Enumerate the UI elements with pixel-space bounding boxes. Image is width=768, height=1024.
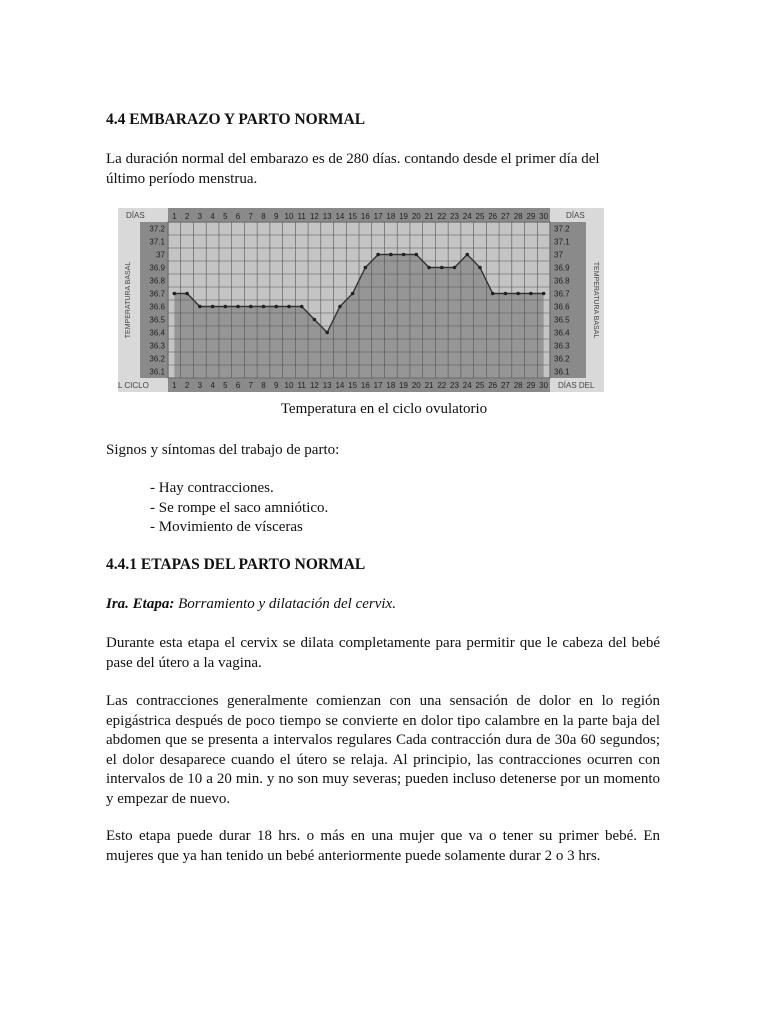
data-point [415, 253, 419, 257]
bottom-day-label: 10 [284, 381, 294, 390]
data-point [491, 292, 495, 296]
bottom-day-label: 27 [500, 381, 510, 390]
top-left-label: DÍAS [126, 211, 145, 220]
right-temp-label: 36.2 [554, 354, 570, 364]
data-point [262, 305, 266, 309]
bottom-day-label: 26 [488, 381, 498, 390]
top-day-label: 13 [322, 212, 332, 221]
intro-line-1: La duración normal del embarazo es de 280 días. contando desde el primer día del [106, 151, 600, 167]
left-temp-label: 36.9 [149, 263, 165, 273]
list-item: - Movimiento de vísceras [150, 519, 303, 535]
paragraph-3: Esto etapa puede durar 18 hrs. o más en una mujer que va o tener su primer bebé. En mujeres que ya han tenido un bebé anteriormente puede solamente durar 2 o 3 hrs. [106, 828, 660, 864]
right-temp-label: 37.1 [554, 237, 570, 247]
data-point [313, 318, 317, 322]
top-day-label: 21 [424, 212, 434, 221]
data-point [351, 292, 355, 296]
top-day-label: 5 [223, 212, 228, 221]
top-day-label: 4 [210, 212, 215, 221]
bottom-day-label: 11 [297, 381, 306, 390]
left-temp-label: 36.4 [149, 328, 165, 338]
top-day-label: 30 [539, 212, 549, 221]
list-item: - Hay contracciones. [150, 480, 274, 496]
top-day-label: 15 [348, 212, 358, 221]
right-temp-label: 36.4 [554, 328, 570, 338]
data-point [427, 266, 431, 270]
top-day-label: 10 [284, 212, 294, 221]
left-temp-label: 36.5 [149, 315, 165, 325]
top-day-label: 16 [360, 212, 370, 221]
stage-label: Ira. Etapa: [106, 596, 175, 612]
paragraph-2: Las contracciones generalmente comienzan con una sensación de dolor en lo región epigástrica después de poco tiempo se convierte en dolor tipo calambre en la parte baja del abdomen que se presenta a intervalos regulares Cada contracción dura de 30a 60 segundos; el dolor desaparece cuando el útero se relaja. Al principio, las contracciones ocurren con intervalos de 10 a 20 min. y no son muy severas; pueden incluso detenerse por un momento y empezar de nuevo. [106, 693, 660, 807]
data-point [364, 266, 368, 270]
right-temp-label: 36.1 [554, 367, 570, 377]
bottom-day-label: 7 [248, 381, 253, 390]
data-point [224, 305, 228, 309]
bottom-day-label: 3 [197, 381, 203, 390]
top-day-label: 3 [197, 212, 203, 221]
data-point [185, 292, 189, 296]
intro-paragraph [106, 150, 600, 189]
bottom-day-label: 18 [386, 381, 396, 390]
signs-title: Signos y síntomas del trabajo de parto: [106, 442, 340, 458]
bottom-day-label: 29 [526, 381, 536, 390]
top-day-label: 18 [386, 212, 396, 221]
bottom-day-label: 13 [322, 381, 332, 390]
data-point [504, 292, 508, 296]
data-point [542, 292, 546, 296]
top-day-label: 7 [248, 212, 253, 221]
top-day-label: 14 [335, 212, 345, 221]
right-temp-label: 36.7 [554, 289, 570, 299]
right-temp-label: 36.9 [554, 263, 570, 273]
stage-description: Borramiento y dilatación del cervix. [178, 596, 396, 612]
left-temp-label: 37.1 [149, 237, 165, 247]
bottom-day-label: 30 [539, 381, 549, 390]
data-point [325, 331, 329, 335]
bottom-day-label: 5 [223, 381, 228, 390]
data-point [376, 253, 380, 257]
right-temp-label: 36.8 [554, 276, 570, 286]
left-axis-label: TEMPERATURA BASAL [125, 261, 132, 339]
signs-list [150, 479, 328, 538]
left-temp-label: 37.2 [149, 224, 165, 234]
temperature-chart [118, 208, 604, 392]
top-day-label: 11 [297, 212, 306, 221]
left-temp-label: 36.6 [149, 302, 165, 312]
data-point [211, 305, 215, 309]
left-temp-label: 36.2 [149, 354, 165, 364]
data-point [236, 305, 240, 309]
top-day-label: 12 [309, 212, 319, 221]
bottom-day-label: 28 [513, 381, 523, 390]
bottom-day-label: 22 [437, 381, 447, 390]
top-day-label: 17 [373, 212, 383, 221]
top-day-label: 19 [399, 212, 409, 221]
data-point [198, 305, 202, 309]
bottom-day-label: 8 [261, 381, 266, 390]
data-point [516, 292, 520, 296]
right-temp-label: 36.5 [554, 315, 570, 325]
right-temp-label: 36.6 [554, 302, 570, 312]
data-point [249, 305, 253, 309]
data-point [389, 253, 393, 257]
right-temp-label: 36.3 [554, 341, 570, 351]
top-day-label: 2 [184, 212, 190, 221]
right-axis-label: TEMPERATURA BASAL [592, 261, 599, 339]
data-point [529, 292, 533, 296]
data-point [402, 253, 406, 257]
bottom-day-label: 24 [462, 381, 472, 390]
bottom-day-label: 14 [335, 381, 345, 390]
list-item: - Se rompe el saco amniótico. [150, 499, 329, 516]
intro-line-2: último período menstrua. [106, 170, 258, 187]
bottom-day-label: 2 [184, 381, 190, 390]
bottom-day-label: 4 [210, 381, 215, 390]
left-temp-label: 36.8 [149, 276, 165, 286]
left-temp-label: 37 [156, 250, 165, 260]
paragraph-1: Durante esta etapa el cervix se dilata completamente para permitir que le cabeza del bebé pase del útero a la vagina. [106, 635, 660, 671]
top-day-label: 22 [437, 212, 447, 221]
bottom-day-label: 17 [373, 381, 383, 390]
bottom-day-label: 20 [411, 381, 421, 390]
top-right-label: DÍAS [566, 211, 585, 220]
data-point [338, 305, 342, 309]
bottom-day-label: 19 [399, 381, 409, 390]
bottom-day-label: 16 [360, 381, 370, 390]
data-point [440, 266, 444, 270]
subsection-heading: 4.4.1 ETAPAS DEL PARTO NORMAL [106, 556, 366, 573]
data-point [274, 305, 278, 309]
bottom-day-label: 15 [348, 381, 358, 390]
left-temp-label: 36.1 [149, 367, 165, 377]
left-temp-label: 36.7 [149, 289, 165, 299]
data-point [173, 292, 177, 296]
data-point [300, 305, 304, 309]
bottom-day-label: 6 [235, 381, 241, 390]
stage-line [106, 595, 396, 615]
top-day-label: 25 [475, 212, 485, 221]
top-day-label: 9 [274, 212, 279, 221]
top-day-label: 8 [261, 212, 266, 221]
bottom-day-label: 21 [424, 381, 434, 390]
bottom-day-label: 12 [309, 381, 319, 390]
top-day-label: 28 [513, 212, 523, 221]
bottom-day-label: 1 [172, 381, 177, 390]
right-temp-label: 37.2 [554, 224, 570, 234]
top-day-label: 27 [500, 212, 510, 221]
figure-caption: Temperatura en el ciclo ovulatorio [280, 401, 488, 417]
top-day-label: 20 [411, 212, 421, 221]
top-day-label: 26 [488, 212, 498, 221]
top-day-label: 23 [450, 212, 459, 221]
left-temp-label: 36.3 [149, 341, 165, 351]
data-point [453, 266, 457, 270]
top-day-label: 6 [235, 212, 241, 221]
bottom-day-label: 9 [274, 381, 279, 390]
right-temp-label: 37 [554, 250, 563, 260]
bottom-right-label: DÍAS DEL [558, 381, 595, 390]
data-point [465, 253, 469, 257]
bottom-day-label: 23 [450, 381, 459, 390]
top-day-label: 29 [526, 212, 536, 221]
section-heading: 4.4 EMBARAZO Y PARTO NORMAL [106, 111, 366, 128]
bottom-day-label: 25 [475, 381, 485, 390]
top-day-label: 1 [172, 212, 177, 221]
bottom-left-label: L CICLO [118, 381, 149, 390]
top-day-label: 24 [462, 212, 472, 221]
data-point [287, 305, 291, 309]
data-point [478, 266, 482, 270]
